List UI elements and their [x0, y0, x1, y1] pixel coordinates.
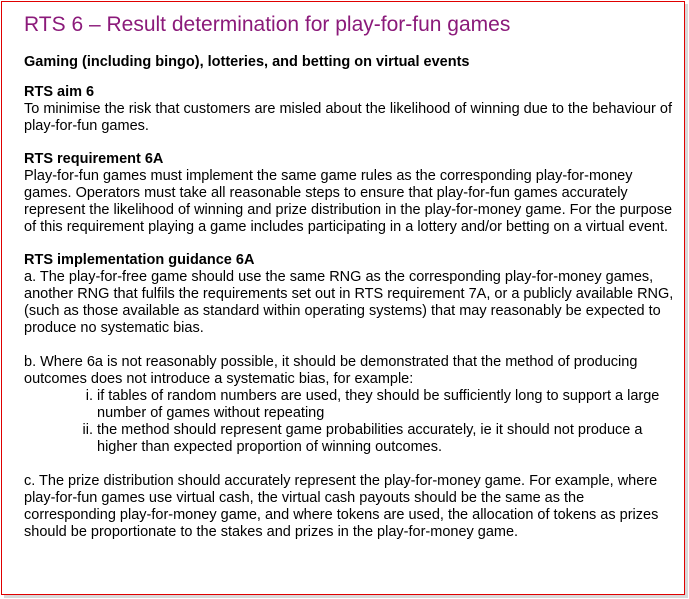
- list-item-text: the method should represent game probabilities accurately, ie it should not produce a higher than expected proportion of winning outcomes.: [97, 422, 643, 455]
- frame-shadow-bottom: [4, 595, 688, 598]
- aim-text: To minimise the risk that customers are misled about the likelihood of winning due to the behaviour of play-for-fun games.: [24, 101, 673, 134]
- guidance-list: [24, 388, 674, 456]
- frame-shadow-right: [685, 4, 688, 598]
- section-subtitle: Gaming (including bingo), lotteries, and betting on virtual events: [24, 54, 470, 70]
- requirement-section: [24, 151, 674, 236]
- guidance-para-c: c. The prize distribution should accurately represent the play-for-money game. For example, where play-for-fun games use virtual cash, the virtual cash payouts should be the same as the corresponding play-for-money game, and where tokens are used, the allocation of tokens as prizes should be proportionate to the stakes and prizes in the play-for-money game.: [24, 473, 659, 540]
- guidance-heading: RTS implementation guidance 6A: [24, 252, 255, 268]
- aim-section: [24, 84, 674, 135]
- guidance-para-b: b. Where 6a is not reasonably possible, it should be demonstrated that the method of producing outcomes does not introduce a systematic bias, for example:: [24, 354, 638, 387]
- requirement-heading: RTS requirement 6A: [24, 151, 164, 167]
- list-item: [24, 422, 674, 456]
- requirement-text: Play-for-fun games must implement the same game rules as the corresponding play-for-money games. Operators must take all reasonable steps to ensure that play-for-fun games accurately represent the likelihood of winning and prize distribution in the play-for-money game. For the purpose of this requirement playing a game includes participating in a lottery and/or betting on a virtual event.: [24, 168, 673, 235]
- guidance-section: [24, 252, 674, 541]
- page-title: RTS 6 – Result determination for play-for-fun games: [24, 13, 511, 36]
- list-item: [24, 388, 674, 422]
- aim-heading: RTS aim 6: [24, 84, 95, 100]
- list-item-text: if tables of random numbers are used, they should be sufficiently long to support a large number of games without repeating: [97, 388, 660, 421]
- list-item-number: ii.: [82, 422, 93, 438]
- guidance-para-a: a. The play-for-free game should use the same RNG as the corresponding play-for-money games, another RNG that fulfils the requirements set out in RTS requirement 7A, or a publicly available RNG, (such as those available as standard within operating systems) that may reasonably be expected to produce no systematic bias.: [24, 269, 674, 336]
- document-content: [24, 12, 674, 557]
- list-item-number: i.: [85, 388, 93, 404]
